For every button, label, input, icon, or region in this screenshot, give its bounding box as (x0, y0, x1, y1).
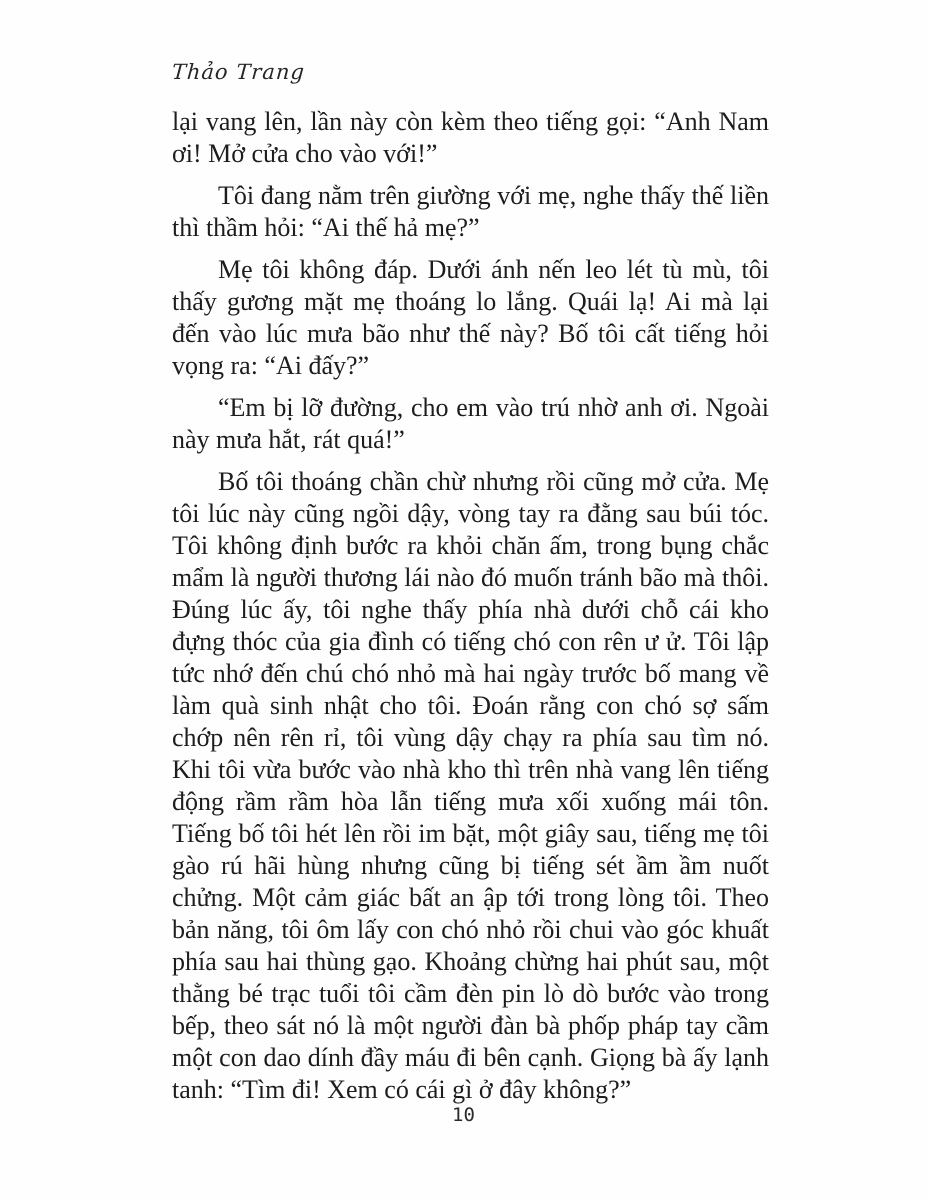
body-paragraph: lại vang lên, lần này còn kèm theo tiếng gọi: “Anh Nam ơi! Mở cửa cho vào với!” (172, 107, 769, 168)
body-paragraph: “Em bị lỡ đường, cho em vào trú nhờ anh ơi. Ngoài này mưa hắt, rát quá!” (172, 393, 769, 454)
page-number: 10 (452, 1104, 475, 1126)
body-text-block (172, 106, 769, 1116)
body-paragraph: Bố tôi thoáng chần chừ nhưng rồi cũng mở cửa. Mẹ tôi lúc này cũng ngồi dậy, vòng tay ra đằng sau búi tóc. Tôi không định bước ra khỏi chăn ấm, trong bụng chắc mẩm là người thương lái nào đó muốn tránh bão mà thôi. Đúng lúc ấy, tôi nghe thấy phía nhà dưới chỗ cái kho đựng thóc của gia đình có tiếng chó con rên ư ử. Tôi lập tức nhớ đến chú chó nhỏ mà hai ngày trước bố mang về làm quà sinh nhật cho tôi. Đoán rằng con chó sợ sấm chớp nên rên rỉ, tôi vùng dậy chạy ra phía sau tìm nó. Khi tôi vừa bước vào nhà kho thì trên nhà vang lên tiếng động rầm rầm hòa lẫn tiếng mưa xối xuống mái tôn. Tiếng bố tôi hét lên rồi im bặt, một giây sau, tiếng mẹ tôi gào rú hãi hùng nhưng cũng bị tiếng sét ầm ầm nuốt chửng. Một cảm giác bất an ập tới trong lòng tôi. Theo bản năng, tôi ôm lấy con chó nhỏ rồi chui vào góc khuất phía sau hai thùng gạo. Khoảng chừng hai phút sau, một thằng bé trạc tuổi tôi cầm đèn pin lò dò bước vào trong bếp, theo sát nó là một người đàn bà phốp pháp tay cầm một con dao dính đầy máu đi bên cạnh. Giọng bà ấy lạnh tanh: “Tìm đi! Xem có cái gì ở đây không?” (172, 467, 769, 1104)
body-paragraph: Mẹ tôi không đáp. Dưới ánh nến leo lét tù mù, tôi thấy gương mặt mẹ thoáng lo lắng. Quái lạ! Ai mà lại đến vào lúc mưa bão như thế này? Bố tôi cất tiếng hỏi vọng ra: “Ai đấy?” (172, 255, 769, 380)
body-paragraph: Tôi đang nằm trên giường với mẹ, nghe thấy thế liền thì thầm hỏi: “Ai thế hả mẹ?” (172, 181, 769, 242)
running-header-author: Thảo Trang (171, 60, 306, 84)
